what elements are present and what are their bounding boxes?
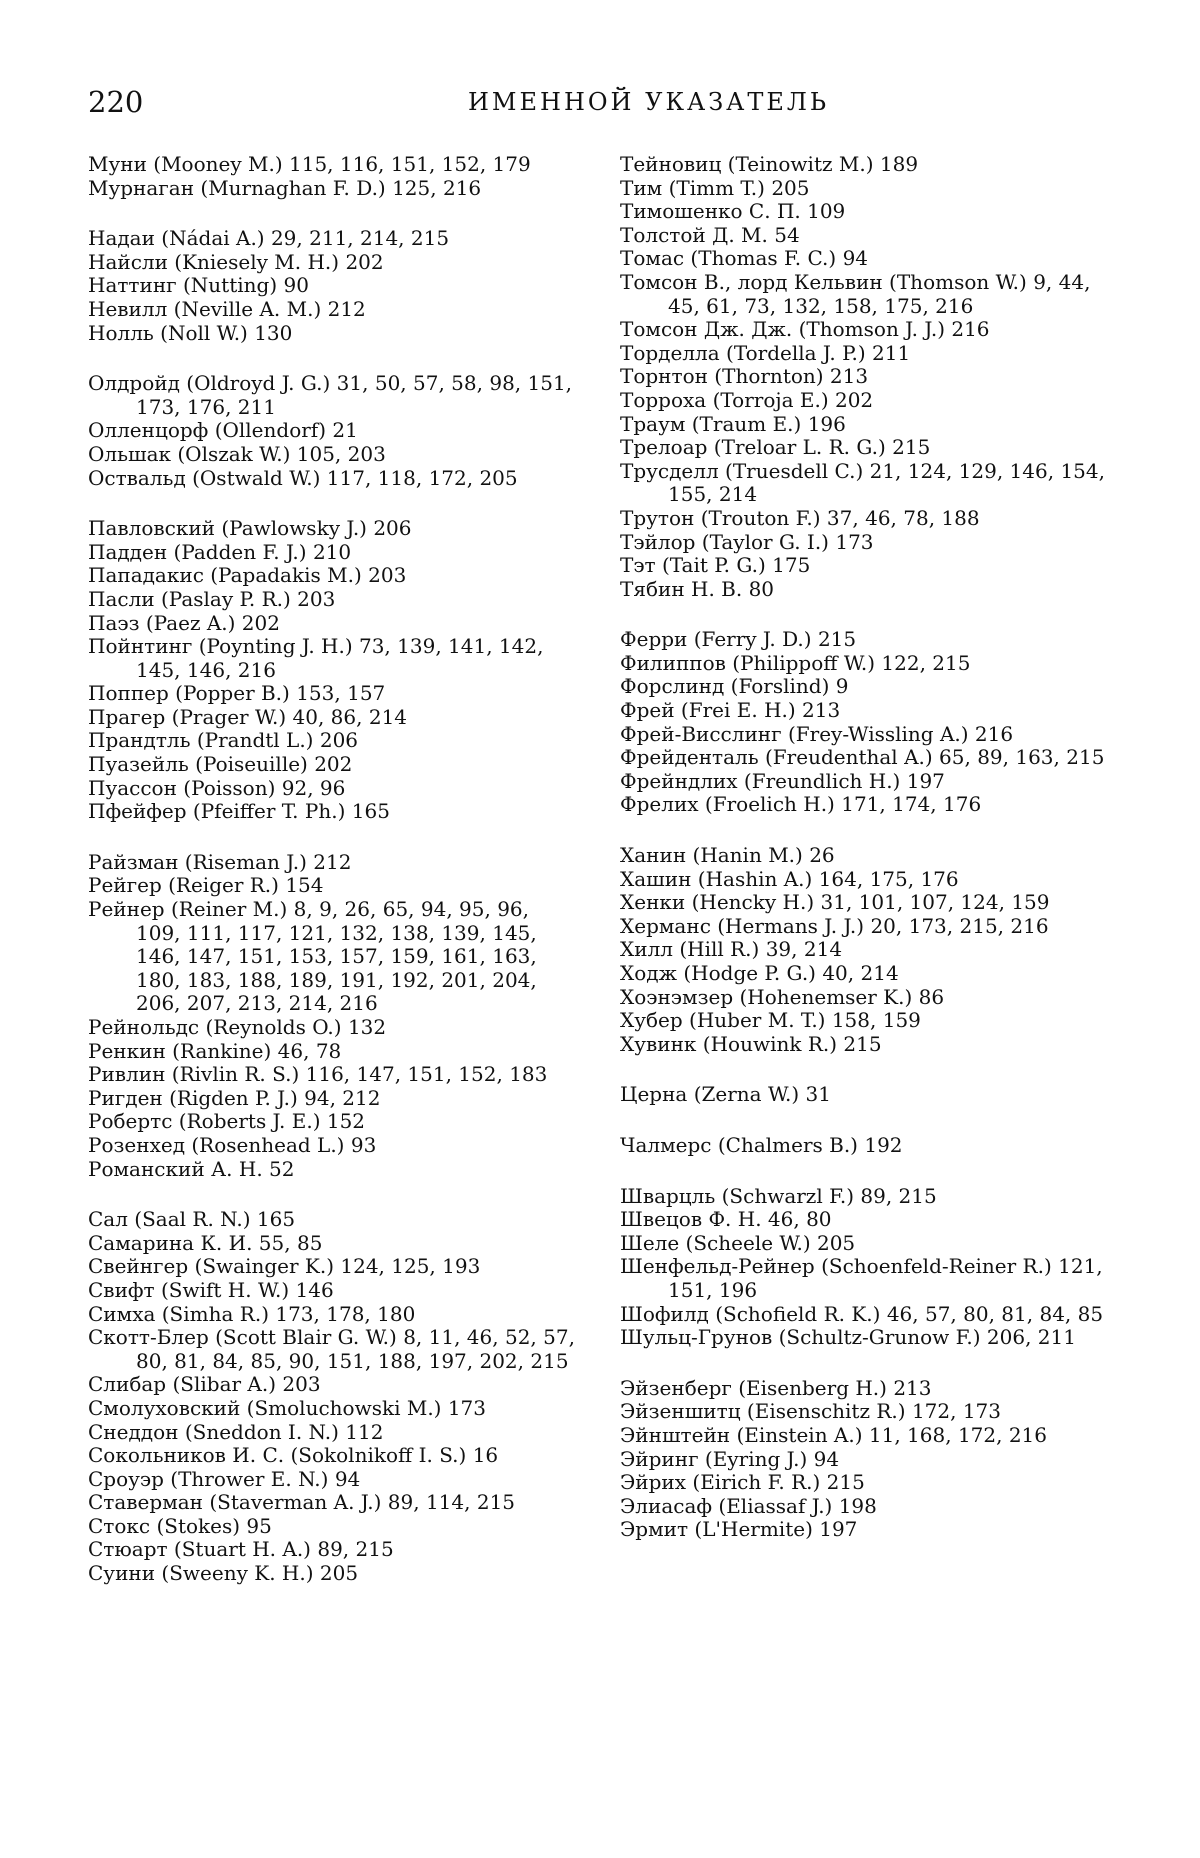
index-entry: Ольшак (Olszak W.) 105, 203 xyxy=(88,441,386,466)
index-entry: Тэйлор (Taylor G. I.) 173 xyxy=(620,529,874,554)
index-entry: Томас (Thomas F. C.) 94 xyxy=(620,246,869,271)
index-entry: Чалмерс (Chalmers B.) 192 xyxy=(620,1132,903,1157)
index-entry: Поппер (Popper B.) 153, 157 xyxy=(88,681,386,706)
index-entry: Рейнольдс (Reynolds O.) 132 xyxy=(88,1015,387,1039)
index-entry: Элиасаф (Eliassaf J.) 198 xyxy=(620,1493,877,1518)
index-letter-group xyxy=(88,227,578,345)
index-entry: Трусделл (Truesdell C.) 21, 124, 129, 146, 154, 155, 214 xyxy=(620,458,1105,507)
index-letter-group xyxy=(88,1208,578,1586)
index-entry: Ходж (Hodge P. G.) 40, 214 xyxy=(620,961,899,985)
index-entry: Суини (Sweeny K. H.) 205 xyxy=(88,1561,359,1586)
index-entry: Тимошенко С. П. 109 xyxy=(620,199,846,224)
index-entry: Трутон (Trouton F.) 37, 46, 78, 188 xyxy=(620,505,980,530)
index-entry: Швецов Ф. Н. 46, 80 xyxy=(620,1207,832,1232)
index-entry: Прандтль (Prandtl L.) 206 xyxy=(88,728,359,753)
index-entry: Прагер (Prager W.) 40, 86, 214 xyxy=(88,704,408,729)
index-entry: Оствальд (Ostwald W.) 117, 118, 172, 205 xyxy=(88,465,518,490)
index-entry: Пападакис (Papadakis M.) 203 xyxy=(88,563,407,588)
index-letter-group xyxy=(620,1134,1108,1158)
index-entry: Смолуховский (Smoluchowski M.) 173 xyxy=(88,1395,487,1420)
index-entry: Паэз (Paez A.) 202 xyxy=(88,610,280,635)
index-entry: Тябин Н. В. 80 xyxy=(620,576,775,601)
index-entry: Олленцорф (Ollendorf) 21 xyxy=(88,418,358,443)
index-entry: Скотт-Блер (Scott Blair G. W.) 8, 11, 46, 52, 57, 80, 81, 84, 85, 90, 151, 188, 197, 202, 215 xyxy=(88,1325,575,1373)
index-entry: Пойнтинг (Poynting J. H.) 73, 139, 141, 142, 145, 146, 216 xyxy=(88,634,544,682)
index-entry: Розенхед (Rosenhead L.) 93 xyxy=(88,1132,377,1157)
index-entry: Рейгер (Reiger R.) 154 xyxy=(88,873,324,898)
index-entry: Тейновиц (Teinowitz M.) 189 xyxy=(620,152,919,176)
index-entry: Тим (Timm T.) 205 xyxy=(620,175,810,200)
index-entry: Шофилд (Schofield R. K.) 46, 57, 80, 81, 84, 85 xyxy=(620,1301,1104,1326)
index-entry: Торделла (Tordella J. P.) 211 xyxy=(620,340,911,365)
index-entry: Хенки (Hencky H.) 31, 101, 107, 124, 159 xyxy=(620,890,1050,915)
left-index-column xyxy=(88,153,578,1613)
index-letter-group xyxy=(620,628,1108,817)
index-entry: Пуазейль (Poiseuille) 202 xyxy=(88,752,353,777)
index-entry: Надаи (Nádai A.) 29, 211, 214, 215 xyxy=(88,226,450,251)
index-entry: Эйринг (Eyring J.) 94 xyxy=(620,1446,840,1471)
index-letter-group xyxy=(88,372,578,490)
index-entry: Хилл (Hill R.) 39, 214 xyxy=(620,937,843,962)
index-entry: Сроуэр (Thrower E. N.) 94 xyxy=(88,1466,361,1491)
index-entry: Эйрих (Eirich F. R.) 215 xyxy=(620,1470,865,1495)
index-entry: Фрелих (Froelich H.) 171, 174, 176 xyxy=(620,792,982,817)
index-entry: Пасли (Paslay P. R.) 203 xyxy=(88,586,336,611)
index-entry: Эрмит (L'Hermite) 197 xyxy=(620,1517,858,1542)
index-entry: Толстой Д. М. 54 xyxy=(620,222,800,247)
index-entry: Трелоар (Treloar L. R. G.) 215 xyxy=(620,435,931,460)
index-entry: Найсли (Kniesely M. H.) 202 xyxy=(88,249,384,274)
index-entry: Муни (Mooney M.) 115, 116, 151, 152, 179 xyxy=(88,152,531,176)
index-entry: Симха (Simha R.) 173, 178, 180 xyxy=(88,1301,416,1326)
index-entry: Свейнгер (Swainger K.) 124, 125, 193 xyxy=(88,1254,481,1279)
index-entry: Робертс (Roberts J. E.) 152 xyxy=(88,1109,366,1134)
index-entry: Ренкин (Rankine) 46, 78 xyxy=(88,1038,342,1063)
index-entry: Фрей-Висслинг (Frey-Wissling A.) 216 xyxy=(620,721,1014,746)
index-entry: Мурнаган (Murnaghan F. D.) 125, 216 xyxy=(88,175,482,200)
page-title: ИМЕННОЙ УКАЗАТЕЛЬ xyxy=(468,88,830,116)
index-entry: Сокольников И. С. (Sokolnikoff I. S.) 16 xyxy=(88,1443,499,1468)
index-entry: Сал (Saal R. N.) 165 xyxy=(88,1207,296,1232)
index-entry: Шеле (Scheele W.) 205 xyxy=(620,1230,856,1255)
index-entry: Эйзеншитц (Eisenschitz R.) 172, 173 xyxy=(620,1399,1002,1424)
index-entry: Пуассон (Poisson) 92, 96 xyxy=(88,775,346,800)
index-entry: Свифт (Swift H. W.) 146 xyxy=(88,1277,334,1302)
index-entry: Ривлин (Rivlin R. S.) 116, 147, 151, 152, 183 xyxy=(88,1062,548,1087)
index-entry: Наттинг (Nutting) 90 xyxy=(88,273,309,298)
index-entry: Ферри (Ferry J. D.) 215 xyxy=(620,627,857,652)
index-entry: Томсон Дж. Дж. (Thomson J. J.) 216 xyxy=(620,317,990,342)
index-entry: Хубер (Huber M. T.) 158, 159 xyxy=(620,1008,921,1033)
index-entry: Шварцль (Schwarzl F.) 89, 215 xyxy=(620,1183,937,1208)
index-entry: Эйзенберг (Eisenberg H.) 213 xyxy=(620,1375,932,1400)
index-entry: Ригден (Rigden P. J.) 94, 212 xyxy=(88,1085,381,1110)
index-letter-group xyxy=(620,153,1108,601)
index-entry: Рейнер (Reiner M.) 8, 9, 26, 65, 94, 95, 96, 109, 111, 117, 121, 132, 138, 139, 145, 146, 147, 151, 153, 157, 159, 161, 163, 180, 183, 188, 189, 191, 192, 201, 204, 206, 207, 213, 214, 216 xyxy=(88,897,537,1016)
index-letter-group xyxy=(620,1083,1108,1107)
index-entry: Самарина К. И. 55, 85 xyxy=(88,1230,323,1255)
index-entry: Эйнштейн (Einstein A.) 11, 168, 172, 216 xyxy=(620,1422,1048,1447)
index-entry: Павловский (Pawlowsky J.) 206 xyxy=(88,516,412,541)
index-entry: Томсон В., лорд Кельвин (Thomson W.) 9, 44, 45, 61, 73, 132, 158, 175, 216 xyxy=(620,269,1091,318)
index-entry: Церна (Zerna W.) 31 xyxy=(620,1082,831,1107)
index-entry: Херманс (Hermans J. J.) 20, 173, 215, 216 xyxy=(620,913,1049,938)
index-entry: Траум (Traum E.) 196 xyxy=(620,411,846,436)
index-entry: Пфейфер (Pfeiffer T. Ph.) 165 xyxy=(88,799,390,824)
index-entry: Торроха (Torroja E.) 202 xyxy=(620,387,874,412)
index-letter-group xyxy=(88,153,578,200)
index-entry: Форслинд (Forslind) 9 xyxy=(620,674,849,699)
index-entry: Шульц-Грунов (Schultz-Grunow F.) 206, 211 xyxy=(620,1325,1076,1350)
index-entry: Торнтон (Thornton) 213 xyxy=(620,364,869,389)
index-entry: Стюарт (Stuart H. A.) 89, 215 xyxy=(88,1537,394,1562)
index-entry: Филиппов (Philippoff W.) 122, 215 xyxy=(620,650,971,675)
index-entry: Тэт (Tait P. G.) 175 xyxy=(620,553,811,578)
index-entry: Фрейденталь (Freudenthal A.) 65, 89, 163, 215 xyxy=(620,745,1105,770)
right-index-column xyxy=(620,153,1108,1569)
index-entry: Падден (Padden F. J.) 210 xyxy=(88,539,352,564)
index-entry: Слибар (Slibar A.) 203 xyxy=(88,1372,321,1397)
index-entry: Стокс (Stokes) 95 xyxy=(88,1513,272,1538)
page-header xyxy=(88,82,1118,122)
index-entry: Шенфельд-Рейнер (Schoenfeld-Reiner R.) 121, 151, 196 xyxy=(620,1254,1103,1302)
index-letter-group xyxy=(88,851,578,1181)
page-number: 220 xyxy=(88,85,144,119)
index-letter-group xyxy=(620,1377,1108,1542)
index-entry: Ханин (Hanin M.) 26 xyxy=(620,843,835,868)
index-entry: Нолль (Noll W.) 130 xyxy=(88,320,293,345)
index-entry: Хашин (Hashin A.) 164, 175, 176 xyxy=(620,866,959,891)
index-entry: Романский А. Н. 52 xyxy=(88,1156,295,1181)
index-entry: Фрейндлих (Freundlich H.) 197 xyxy=(620,768,945,793)
index-letter-group xyxy=(88,517,578,824)
index-entry: Хоэнэмзер (Hohenemser K.) 86 xyxy=(620,984,945,1009)
index-entry: Фрей (Frei E. H.) 213 xyxy=(620,698,841,723)
index-entry: Олдройд (Oldroyd J. G.) 31, 50, 57, 58, 98, 151, 173, 176, 211 xyxy=(88,371,573,419)
index-entry: Ставерман (Staverman A. J.) 89, 114, 215 xyxy=(88,1490,516,1515)
index-letter-group xyxy=(620,844,1108,1056)
index-entry: Снеддон (Sneddon I. N.) 112 xyxy=(88,1419,384,1444)
index-entry: Хувинк (Houwink R.) 215 xyxy=(620,1031,882,1056)
index-letter-group xyxy=(620,1185,1108,1350)
index-entry: Невилл (Neville A. M.) 212 xyxy=(88,296,366,321)
index-entry: Райзман (Riseman J.) 212 xyxy=(88,849,352,874)
